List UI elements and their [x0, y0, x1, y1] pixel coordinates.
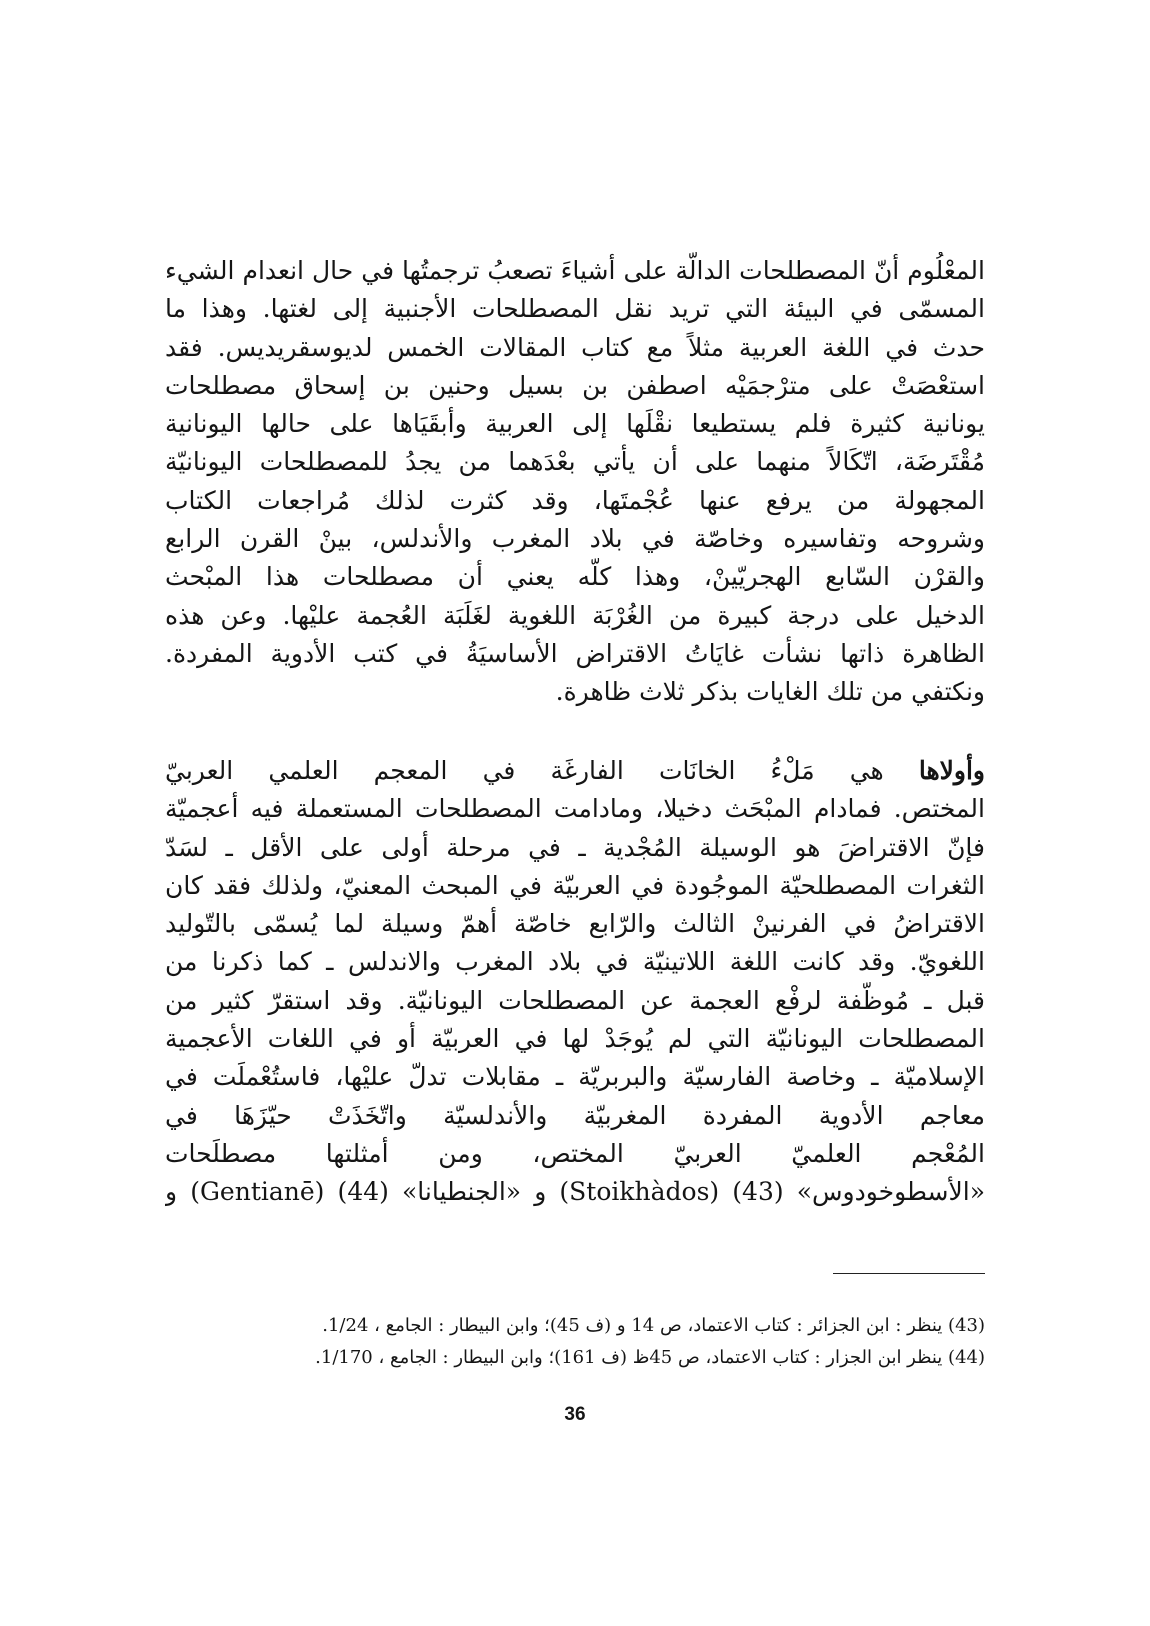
paragraph-line: الإسلاميّة ـ وخاصة الفارسيّة والبربريّة ـ مقابلات تدلّ عليْها، فاستُعْملَت في — [165, 1062, 985, 1092]
paragraph-line: المعْلُوم أنّ المصطلحات الدالّة على أشياءَ تصعبُ ترجمتُها في حال انعدام الشيء — [165, 256, 985, 285]
paragraph-line: استعْصَتْ على مترْجمَيْه اصطفن بن بسيل وحنين بن إسحاق مصطلحات — [165, 370, 985, 400]
paragraph-line: الثغرات المصطلحيّة الموجُودة في العربيّة في المبحث المعنيّ، ولذلك فقد كان — [165, 870, 985, 900]
paragraph-first-line — [165, 752, 985, 790]
paragraph-line: والقرْن السّابع الهجريّينْ، وهذا كلّه يعني أن مصطلحات هذا المبْحث — [165, 562, 985, 592]
footnotes — [165, 1310, 985, 1374]
paragraph-line: قبل ـ مُوظّفة لرفْع العجمة عن المصطلحات اليونانيّة. وقد استقرّ كثير من — [165, 985, 985, 1015]
page-number: 36 — [564, 1404, 586, 1425]
footnote-43: (43) ينظر : ابن الجزائر : كتاب الاعتماد، ص 14 و (ف 45)؛ وابن البيطار : الجامع ، 1/24. — [322, 1315, 985, 1336]
paragraph-1 — [165, 252, 985, 712]
paragraph-line: معاجم الأدوية المفردة المغربيّة والأندلسيّة واتّخَذَتْ حيّزَهَا في — [165, 1100, 985, 1130]
paragraph-line: الظاهرة ذاتها نشأت غايَاتُ الاقتراض الأساسيَةُ في كتب الأدوية المفردة. — [165, 638, 985, 668]
paragraph-line: فإنّ الاقتراضَ هو الوسيلة المُجْدية ـ في مرحلة أولى على الأقل ـ لسَدّ — [165, 832, 985, 862]
paragraph-line: المُعْجم العلميّ العربيّ المختص، ومن أمثلتها مصطلَحات — [165, 1138, 985, 1168]
paragraph-line: ونكتفي من تلك الغايات بذكر ثلاث ظاهرة. — [555, 677, 985, 707]
paragraph-line: المجهولة من يرفع عنها عُجْمتَها، وقد كثرت لذلك مُراجعات الكتاب — [165, 485, 985, 515]
paragraph-line: الاقتراضُ في الفرنينْ الثالث والرّابع خاصّة أهمّ وسيلة لما يُسمّى بالتّوليد — [165, 909, 985, 939]
paragraph-line: حدث في اللغة العربية مثلاً مع كتاب المقالات الخمس لديوسقريديس. فقد — [165, 332, 985, 362]
paragraph-line: يونانية كثيرة فلم يستطيعا نقْلَها إلى العربية وأبقَيَاها على حالها اليونانية — [165, 409, 985, 439]
paragraph-line: وشروحه وتفاسيره وخاصّة في بلاد المغرب والأندلس، بينْ القرن الرابع — [165, 524, 985, 554]
paragraph-2 — [165, 752, 985, 1212]
paragraph-line: المصطلحات اليونانيّة التي لم يُوجَدْ لها في العربيّة أو في اللغات الأعجمية — [165, 1024, 985, 1054]
paragraph-line: المختص. فمادام المبْحَث دخيلا، ومادامت المصطلحات المستعملة فيه أعجميّة — [165, 794, 985, 824]
paragraph-line: الدخيل على درجة كبيرة من الغُرْبَة اللغوية لغَلَبَة العُجمة عليْها. وعن هذه — [165, 600, 985, 630]
paragraph-line: اللغويّ. وقد كانت اللغة اللاتينيّة في بلاد المغرب والاندلس ـ كما ذكرنا من — [165, 947, 985, 977]
footnote-divider — [833, 1273, 985, 1274]
paragraph-first-line-text: هي مَلْءُ الخانَات الفارغَة في المعجم العلمي العربيّ — [165, 756, 884, 785]
paragraph-line: المسمّى في البيئة التي تريد نقل المصطلحات الأجنبية إلى لغتها. وهذا ما — [165, 294, 985, 324]
paragraph-line: «الأسطوخودوس» (43) (Stoikhàdos) و «الجنطيانا» (44) (Gentianē) و — [165, 1177, 985, 1207]
footnote-44: (44) ينظر ابن الجزار : كتاب الاعتماد، ص 45ظ (ف 161)؛ وابن البيطار : الجامع ، 1/170. — [315, 1347, 985, 1368]
paragraph-lead-word: وأولاها — [918, 756, 985, 785]
paragraph-line: مُقْتَرضَة، اتّكَالاً منهما على أن يأتي بعْدَهما من يجدُ للمصطلحات اليونانيّة — [165, 447, 985, 477]
